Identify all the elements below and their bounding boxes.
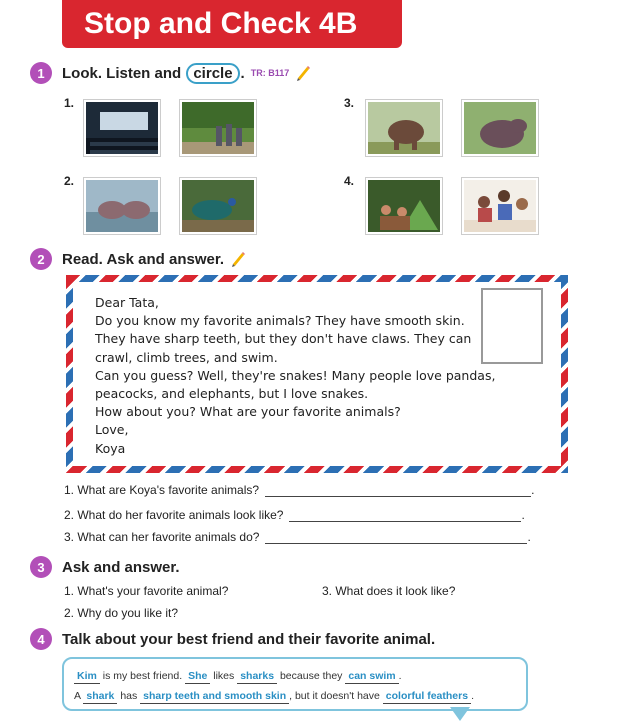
letter-line: crawl, climb trees, and swim. [95, 349, 278, 365]
circle-word: circle [186, 63, 239, 84]
fill-features[interactable]: sharp teeth and smooth skin [140, 690, 289, 704]
letter-line: How about you? What are your favorite animals? [95, 404, 401, 420]
letter-line: Dear Tata, [95, 295, 159, 310]
page-title [62, 0, 402, 48]
fill-animal[interactable]: shark [83, 690, 117, 704]
pencil-icon [295, 65, 311, 81]
item-number-3: 3. [344, 96, 355, 110]
answer-blank-2[interactable] [289, 510, 521, 522]
pencil-icon [230, 251, 246, 267]
question-1: 1. What are Koya's favorite animals? . [64, 483, 535, 497]
photo-elephant[interactable] [366, 100, 442, 156]
section-4-badge: 4 [30, 628, 52, 650]
item-number-2: 2. [64, 174, 75, 188]
letter-line: peacocks, and elephants, but I love snakes. [95, 386, 369, 402]
item-number-4: 4. [344, 174, 355, 188]
fill-ability[interactable]: can swim [345, 670, 398, 684]
speech-row-2: A shark has sharp teeth and smooth skin , but it doesn't have colorful feathers . [74, 690, 474, 702]
letter-body [73, 282, 561, 466]
letter-line: Love, [95, 422, 129, 438]
airmail-letter [66, 275, 568, 473]
speaking-question-2: 2. Why do you like it? [64, 606, 179, 620]
fill-missing-feature[interactable]: colorful feathers [383, 690, 471, 704]
section-3-instruction: Ask and answer. [62, 558, 180, 576]
fill-friend-name[interactable]: Kim [74, 670, 100, 684]
question-2: 2. What do her favorite animals look like? . [64, 508, 525, 522]
section-1-badge: 1 [30, 62, 52, 84]
letter-line: Can you guess? Well, they're snakes! Many people love pandas, [95, 367, 496, 383]
question-3: 3. What can her favorite animals do? . [64, 530, 531, 544]
section-2-heading [30, 248, 246, 270]
speech-row-1: Kim is my best friend. She likes sharks because they can swim . [74, 666, 516, 686]
letter-line: Koya [95, 440, 126, 456]
letter-line: Do you know my favorite animals? They have smooth skin. [95, 313, 465, 329]
photo-cinema[interactable] [84, 100, 160, 156]
letter-line: They have sharp teeth, but they don't have claws. They can [95, 331, 472, 347]
fill-animal-plural[interactable]: sharks [237, 670, 277, 684]
answer-blank-3[interactable] [265, 532, 527, 544]
photo-hippos-water[interactable] [84, 178, 160, 234]
speaking-question-3: 3. What does it look like? [322, 584, 456, 598]
stamp-placeholder [481, 288, 543, 364]
fill-pronoun[interactable]: She [185, 670, 210, 684]
section-2-instruction: Read. Ask and answer. [62, 250, 225, 268]
photo-zoo-visitors[interactable] [180, 100, 256, 156]
section-4-instruction: Talk about your best friend and their favorite animal. [62, 630, 436, 648]
section-1-instruction: Look. Listen and circle . [62, 64, 245, 82]
section-2-badge: 2 [30, 248, 52, 270]
section-3-heading [30, 556, 180, 578]
speaking-question-1: 1. What's your favorite animal? [64, 584, 229, 598]
section-4-heading [30, 628, 435, 650]
photo-family-dinner[interactable] [462, 178, 538, 234]
page-title-text: Stop and Check 4B [84, 7, 358, 40]
photo-hippo[interactable] [462, 100, 538, 156]
speech-bubble [62, 657, 528, 711]
track-label: TR: B117 [250, 68, 290, 78]
section-1-heading [30, 62, 311, 84]
item-number-1: 1. [64, 96, 75, 110]
photo-camping[interactable] [366, 178, 442, 234]
photo-peacock[interactable] [180, 178, 256, 234]
speech-bubble-tail [450, 707, 470, 721]
section-3-badge: 3 [30, 556, 52, 578]
answer-blank-1[interactable] [265, 485, 531, 497]
